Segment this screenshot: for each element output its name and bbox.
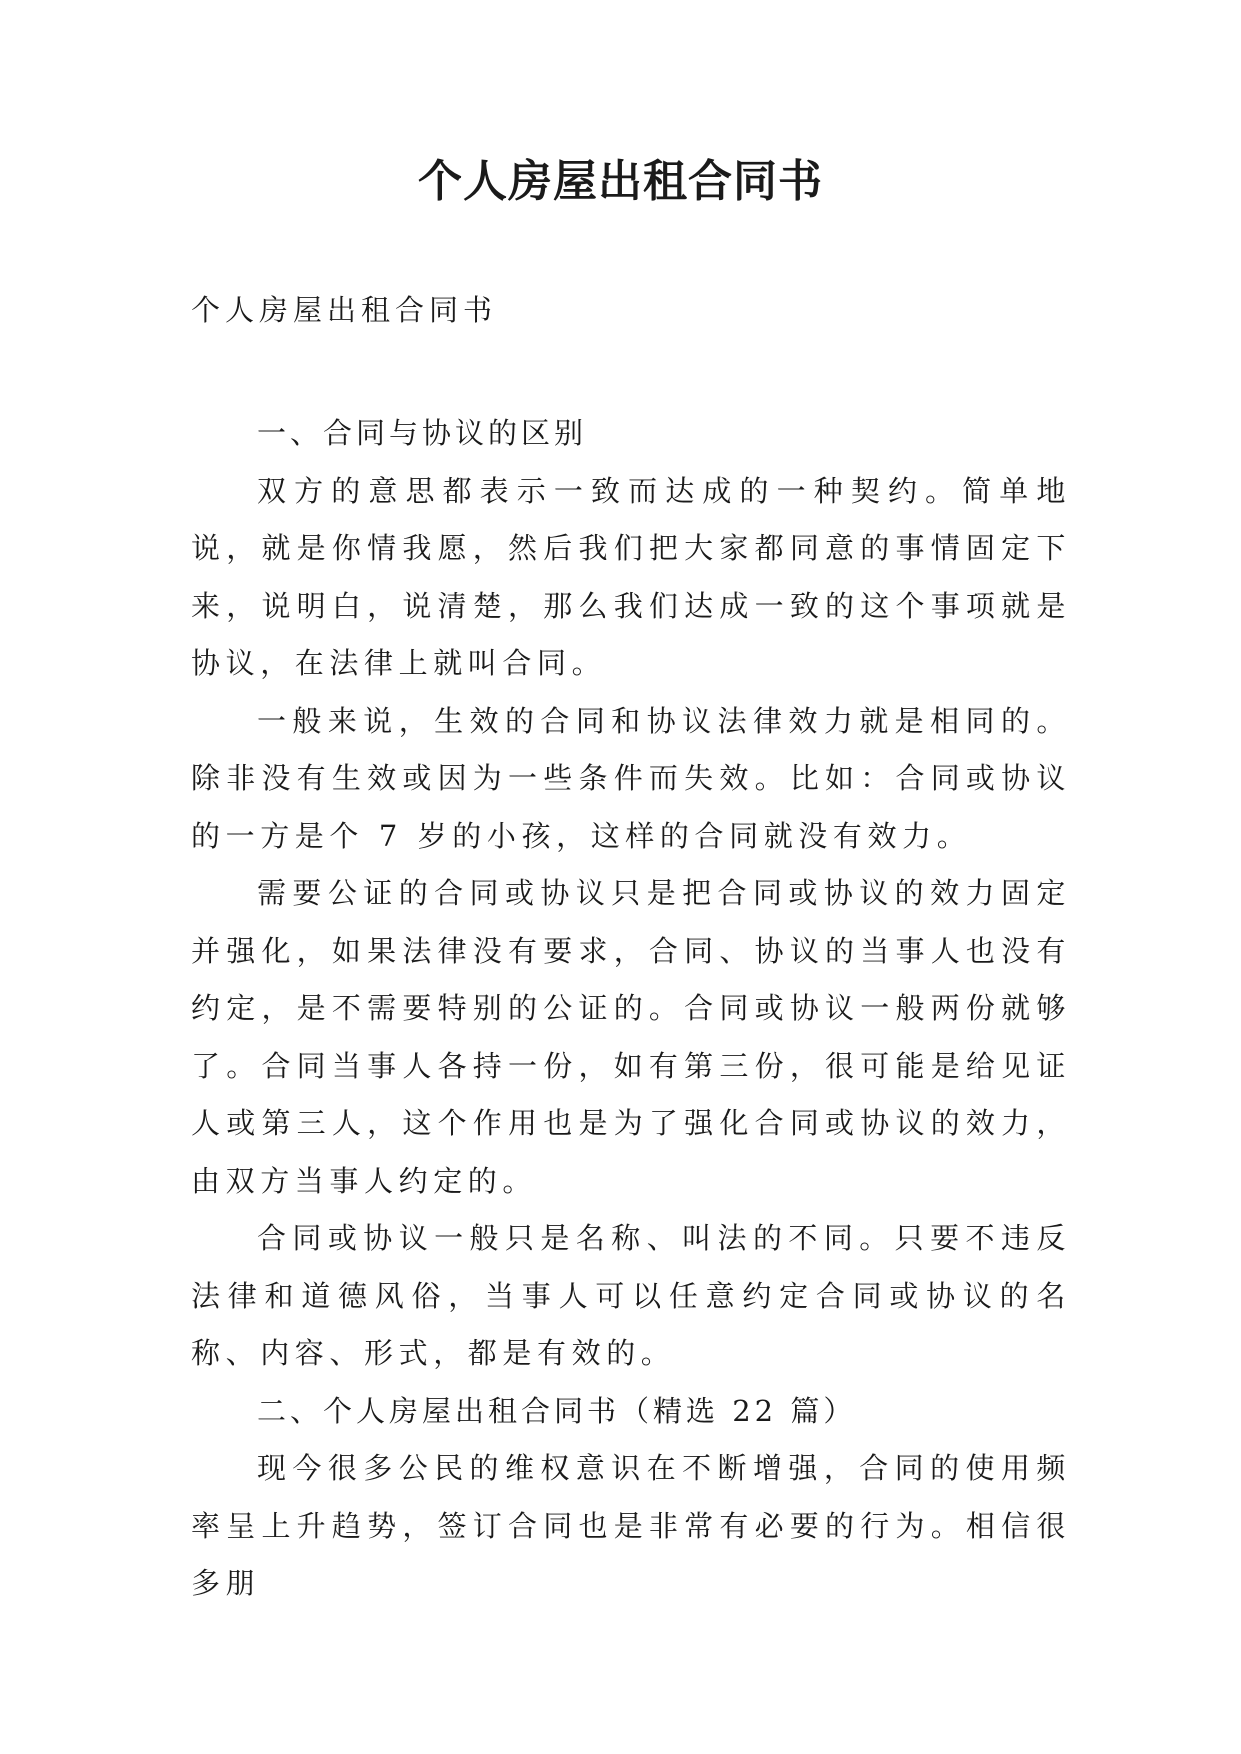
section-heading-2: 二、个人房屋出租合同书（精选 22 篇） xyxy=(257,1393,857,1428)
paragraph-5: 现今很多公民的维权意识在不断增强，合同的使用频率呈上升趋势，签订合同也是非常有必要的行为。相信很多朋 xyxy=(191,1451,1071,1600)
document-subtitle: 个人房屋出租合同书 xyxy=(191,293,498,327)
section-heading-1: 一、合同与协议的区别 xyxy=(257,416,588,450)
document-body xyxy=(191,405,1071,1613)
document-title: 个人房屋出租合同书 xyxy=(418,156,823,207)
paragraph-4: 合同或协议一般只是名称、叫法的不同。只要不违反法律和道德风俗，当事人可以任意约定合同或协议的名称、内容、形式，都是有效的。 xyxy=(191,1221,1071,1370)
paragraph-1: 双方的意思都表示一致而达成的一种契约。简单地说，就是你情我愿，然后我们把大家都同意的事情固定下来，说明白，说清楚，那么我们达成一致的这个事项就是协议，在法律上就叫合同。 xyxy=(191,473,1071,680)
paragraph-2: 一般来说，生效的合同和协议法律效力就是相同的。除非没有生效或因为一些条件而失效。比如：合同或协议的一方是个 7 岁的小孩，这样的合同就没有效力。 xyxy=(191,703,1071,853)
paragraph-3: 需要公证的合同或协议只是把合同或协议的效力固定并强化，如果法律没有要求，合同、协议的当事人也没有约定，是不需要特别的公证的。合同或协议一般两份就够了。合同当事人各持一份，如有第三份，很可能是给见证人或第三人，这个作用也是为了强化合同或协议的效力，由双方当事人约定的。 xyxy=(191,876,1071,1198)
